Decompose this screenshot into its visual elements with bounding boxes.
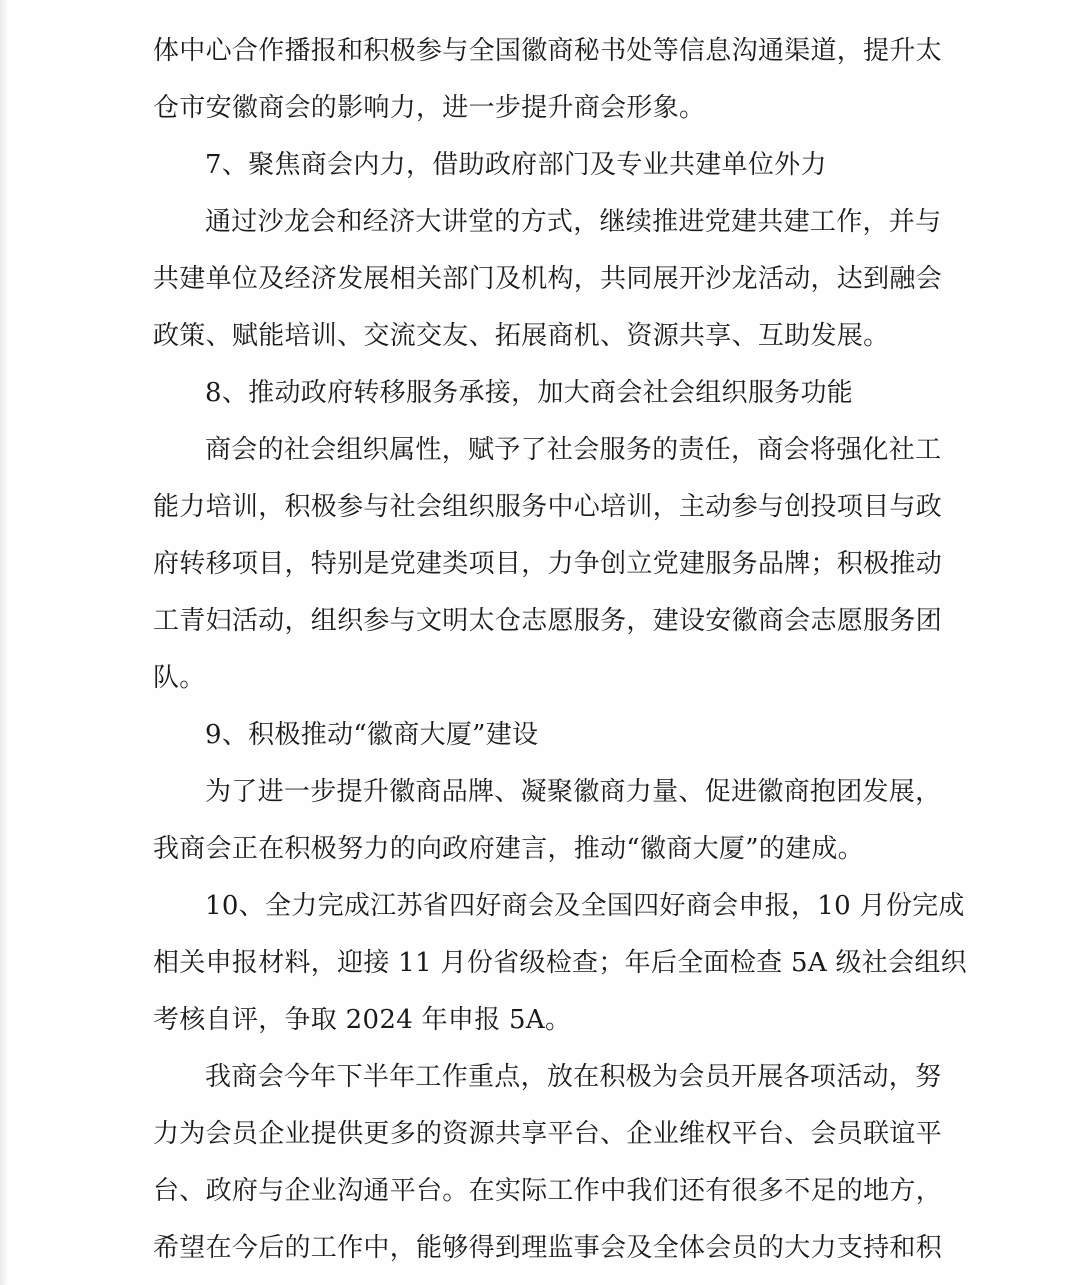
- text-line: 队。: [153, 663, 206, 693]
- text-line: 我商会正在积极努力的向政府建言，推动“徽商大厦”的建成。: [153, 834, 864, 864]
- text-line: 工青妇活动，组织参与文明太仓志愿服务，建设安徽商会志愿服务团: [153, 606, 943, 636]
- text-line: 为了进一步提升徽商品牌、凝聚徽商力量、促进徽商抱团发展，: [205, 777, 942, 807]
- paragraph-continuation: [153, 23, 943, 137]
- text-line: 共建单位及经济发展相关部门及机构，共同展开沙龙活动，达到融会: [153, 264, 943, 294]
- text-line: 力为会员企业提供更多的资源共享平台、企业维权平台、会员联谊平: [153, 1119, 943, 1149]
- text-line: 通过沙龙会和经济大讲堂的方式，继续推进党建共建工作，并与: [205, 207, 942, 237]
- text-line: 台、政府与企业沟通平台。在实际工作中我们还有很多不足的地方，: [153, 1176, 943, 1206]
- heading-line: 7、聚焦商会内力，借助政府部门及专业共建单位外力: [205, 150, 827, 180]
- document-body: [153, 23, 967, 1277]
- text-line: 仓市安徽商会的影响力，进一步提升商会形象。: [153, 93, 706, 123]
- text-line: 商会的社会组织属性，赋予了社会服务的责任，商会将强化社工: [205, 435, 942, 465]
- text-line: 10、全力完成江苏省四好商会及全国四好商会申报，10 月份完成: [205, 891, 965, 921]
- text-line: 希望在今后的工作中，能够得到理监事会及全体会员的大力支持和积: [153, 1233, 943, 1263]
- section-heading-8: [153, 365, 928, 422]
- heading-line: 8、推动政府转移服务承接，加大商会社会组织服务功能: [205, 378, 854, 408]
- section-heading-9: [153, 707, 928, 764]
- text-line: 政策、赋能培训、交流交友、拓展商机、资源共享、互助发展。: [153, 321, 890, 351]
- paragraph-social-service: [153, 422, 943, 707]
- paragraph-item-10: [153, 878, 967, 1049]
- page-edge-shadow: [0, 0, 8, 1285]
- paragraph-huishang-building: [153, 764, 942, 878]
- text-line: 能力培训，积极参与社会组织服务中心培训，主动参与创投项目与政: [153, 492, 943, 522]
- text-line: 府转移项目，特别是党建类项目，力争创立党建服务品牌；积极推动: [153, 549, 943, 579]
- text-line: 考核自评，争取 2024 年申报 5A。: [153, 1005, 572, 1035]
- text-line: 体中心合作播报和积极参与全国徽商秘书处等信息沟通渠道，提升太: [153, 36, 943, 66]
- section-heading-7: [153, 137, 928, 194]
- text-line: 我商会今年下半年工作重点，放在积极为会员开展各项活动，努: [205, 1062, 942, 1092]
- paragraph-salon: [153, 194, 943, 365]
- heading-line: 9、积极推动“徽商大厦”建设: [205, 720, 539, 750]
- text-line: 相关申报材料，迎接 11 月份省级检查；年后全面检查 5A 级社会组织: [153, 948, 967, 978]
- paragraph-summary: [153, 1049, 943, 1277]
